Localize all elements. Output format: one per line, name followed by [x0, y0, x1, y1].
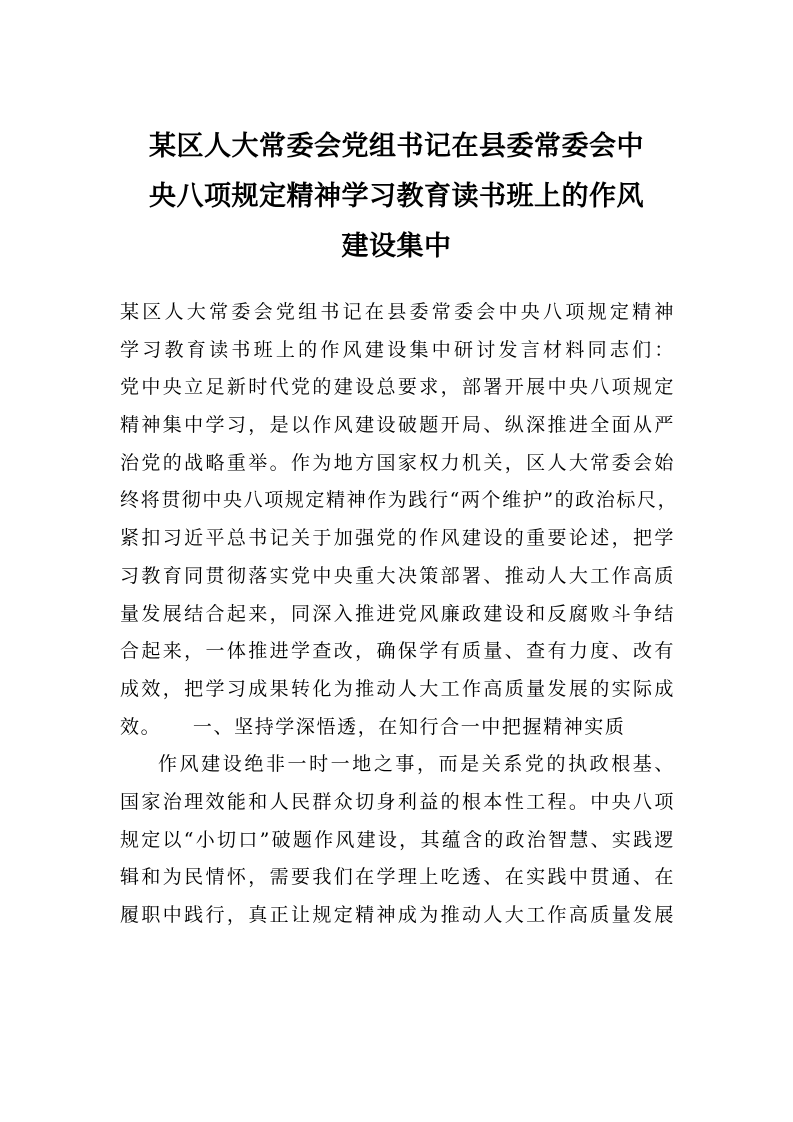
- body-line: 习教育同贯彻落实党中央重大决策部署、推动人大工作高质: [120, 564, 675, 587]
- body-line: 量发展结合起来，同深入推进党风廉政建设和反腐败斗争结: [120, 602, 675, 625]
- body-line: 紧扣习近平总书记关于加强党的作风建设的重要论述，把学: [120, 527, 675, 550]
- body-line: 成效，把学习成果转化为推动人大工作高质量发展的实际成: [120, 677, 675, 700]
- body-line: 履职中践行，真正让规定精神成为推动人大工作高质量发展: [120, 904, 675, 926]
- title-line: 建设集中: [341, 231, 452, 262]
- document-body: [120, 294, 679, 935]
- body-line: 党中央立足新时代党的建设总要求，部署开展中央八项规定: [120, 376, 675, 399]
- body-line: 终将贯彻中央八项规定精神作为践行“两个维护”的政治标尺，: [120, 489, 679, 512]
- body-line: 作风建设绝非一时一地之事，而是关系党的执政根基、: [158, 753, 675, 776]
- body-line: 规定以“小切口”破题作风建设，其蕴含的政治智慧、实践逻: [120, 828, 675, 851]
- document-title: [110, 122, 683, 272]
- body-line: 治党的战略重举。作为地方国家权力机关，区人大常委会始: [120, 451, 675, 474]
- body-line: 学习教育读书班上的作风建设集中研讨发言材料同志们：: [120, 338, 675, 361]
- title-line: 央八项规定精神学习教育读书班上的作风: [149, 181, 644, 212]
- title-line: 某区人大常委会党组书记在县委常委会中: [149, 131, 644, 162]
- body-line: 精神集中学习，是以作风建设破题开局、纵深推进全面从严: [120, 414, 675, 437]
- section-heading-line: 效。 一、坚持学深悟透，在知行合一中把握精神实质: [120, 715, 626, 738]
- body-line: 国家治理效能和人民群众切身利益的根本性工程。中央八项: [120, 790, 675, 813]
- body-line: 辑和为民情怀，需要我们在学理上吃透、在实践中贯通、在: [120, 866, 675, 889]
- body-line: 合起来，一体推进学查改，确保学有质量、查有力度、改有: [120, 640, 675, 663]
- body-line: 某区人大常委会党组书记在县委常委会中央八项规定精神: [120, 301, 675, 323]
